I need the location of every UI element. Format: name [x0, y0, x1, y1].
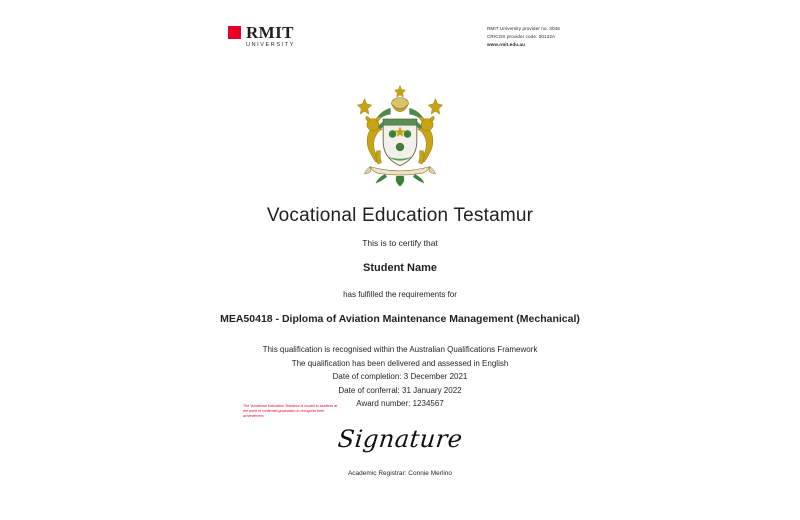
cricos-code: CRICOS provider code: 00122A [487, 34, 556, 40]
delivery-line: The qualification has been delivered and assessed in English [291, 358, 509, 368]
recognition-line: This qualification is recognised within the Australian Qualifications Framework [262, 345, 538, 354]
rmit-logo [228, 24, 295, 49]
provider-info [487, 25, 560, 49]
page-title: Vocational Education Testamur [266, 205, 534, 226]
rmit-logo-subtitle: UNIVERSITY [246, 42, 296, 48]
rmit-logo-text [246, 24, 295, 49]
award-number: Award number: 1234567 [356, 399, 444, 409]
website-url: www.rmit.edu.au [487, 42, 526, 48]
academic-registrar-line: Academic Registrar: Connie Merlino [347, 470, 453, 477]
rmit-logo-name: RMIT [246, 23, 294, 42]
provider-number: RMIT University provider no. 3046 [487, 26, 560, 31]
testamur-notice: The Vocational Education Testamur is issued to students at the point of confirmed graduation to recognise their achievement. [243, 404, 338, 419]
fulfilled-line: has fulfilled the requirements for [343, 290, 457, 299]
student-name: Student Name [363, 262, 437, 274]
completion-date: Date of completion: 3 December 2021 [332, 372, 468, 382]
qualification-details [0, 343, 800, 411]
qualification-title: MEA50418 - Diploma of Aviation Maintenance Management (Mechanical) [220, 313, 580, 325]
signature-mark [0, 425, 800, 453]
coat-of-arms-crest-icon [344, 78, 456, 190]
certify-line: This is to certify that [362, 238, 438, 248]
conferral-date: Date of conferral: 31 January 2022 [338, 385, 462, 395]
signature-text: Signature [336, 425, 464, 453]
rmit-logo-mark-icon [228, 26, 241, 39]
